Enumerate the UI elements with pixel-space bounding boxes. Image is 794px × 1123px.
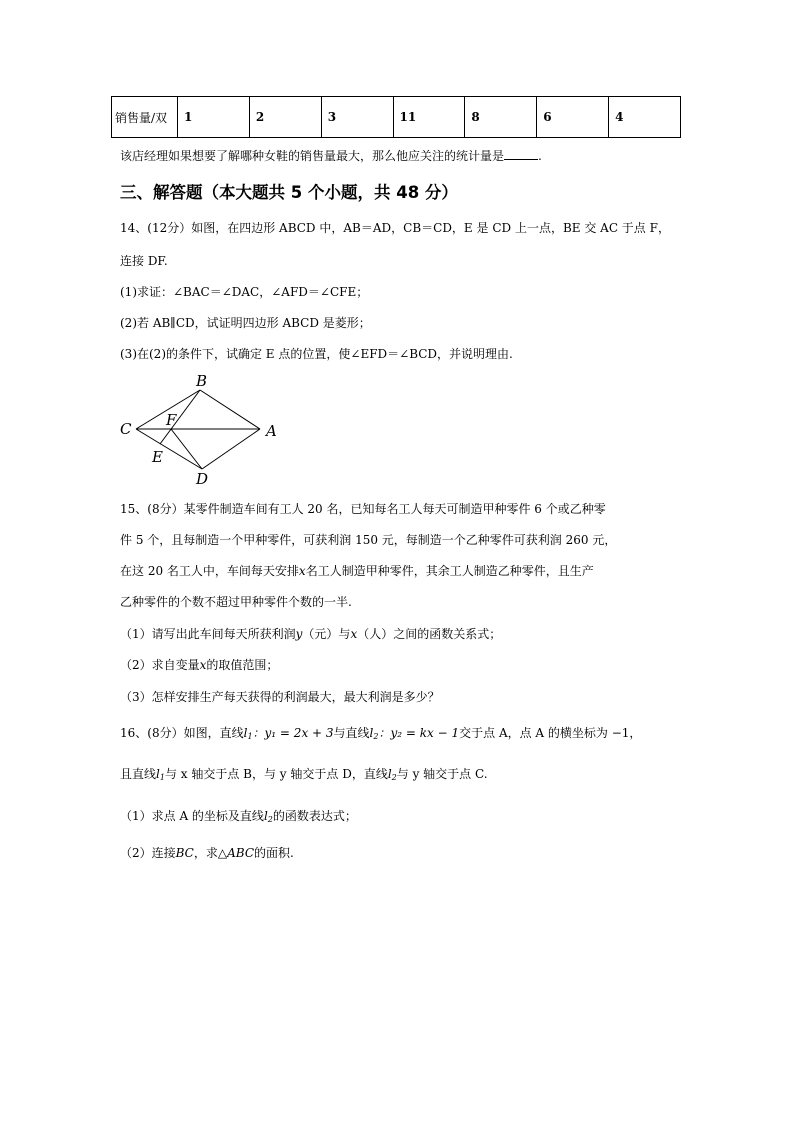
label-a: A (266, 422, 277, 440)
label-b: B (196, 372, 208, 390)
q14-line1: 14、(12分）如图，在四边形 ABCD 中，AB＝AD，CB＝CD，E 是 CD 上一点，BE 交 AC 于点 F， (120, 221, 670, 235)
q16-part2-b: ，求 (193, 846, 218, 860)
q16-line2-b: 与 x 轴交于点 B，与 y 轴交于点 D，直线 (164, 767, 388, 781)
q16-mid: 与直线 (333, 726, 370, 740)
q15-line1: 15、(8分）某零件制造车间有工人 20 名，已知每名工人每天可制造甲种零件 6 个或乙种零 (120, 502, 606, 516)
q15-part1-c: （人）之间的函数关系式； (357, 627, 502, 641)
var-l: l (243, 726, 248, 740)
sales-table (111, 96, 681, 138)
subscript: 2 (391, 773, 397, 782)
subscript: 1 (247, 732, 253, 741)
edge-ad (202, 429, 260, 469)
label-f: F (166, 411, 177, 429)
q15-part1-a: （1）请写出此车间每天所获利润 (120, 627, 296, 641)
q16-part1-b: 的函数表达式； (272, 809, 357, 823)
var-l: l (263, 809, 268, 823)
q15-part2-a: （2）求自变量 (120, 658, 200, 672)
q16-line2 (120, 766, 488, 786)
triangle-abc: △ABC (217, 846, 255, 860)
q16-line1 (120, 725, 641, 745)
q15-line3 (120, 563, 594, 579)
q16-line1-b: 交于点 A，点 A 的横坐标为 −1， (459, 726, 642, 740)
label-e: E (152, 448, 163, 466)
q14-part2: (2)若 AB∥CD，试证明四边形 ABCD 是菱形； (120, 316, 371, 330)
q16-part2-a: （2）连接 (120, 846, 176, 860)
section-title: 三、解答题（本大题共 5 个小题，共 48 分） (120, 183, 458, 202)
q14-line2: 连接 DF. (120, 254, 168, 268)
q15-line4: 乙种零件的个数不超过甲种零件个数的一半. (120, 595, 352, 609)
q15-part2-b: 的取值范围； (206, 658, 279, 672)
var-x: x (350, 627, 358, 641)
var-x: x (199, 658, 207, 672)
table-row (112, 97, 681, 138)
equation-l2: ：y₂ = kx − 1 (378, 726, 460, 740)
label-d: D (196, 470, 209, 488)
q14-part1: (1)求证：∠BAC＝∠DAC，∠AFD＝∠CFE； (120, 285, 369, 299)
q15-line2: 件 5 个，且每制造一个甲种零件，可获利润 150 元，每制造一个乙种零件可获利润 260 元， (120, 533, 617, 547)
q15-part1-b: （元）与 (302, 627, 351, 641)
edge-dc (136, 429, 202, 469)
var-l: l (156, 767, 160, 781)
table-cell: 1 (178, 97, 250, 138)
table-cell: 8 (465, 97, 537, 138)
table-cell: 11 (393, 97, 465, 138)
subscript: 2 (373, 732, 379, 741)
table-cell: 2 (249, 97, 321, 138)
q16-part1-a: （1）求点 A 的坐标及直线 (120, 809, 264, 823)
q16-line1-a: 16、(8分）如图，直线 (120, 726, 244, 740)
subscript: 2 (267, 815, 273, 824)
question13-end: . (538, 149, 542, 163)
q15-part1 (120, 626, 501, 642)
q16-line2-c: 与 y 轴交于点 C. (396, 767, 488, 781)
var-x: x (298, 564, 306, 578)
label-c: C (120, 420, 132, 438)
equation-l1: ：y₁ = 2x + 3 (252, 726, 334, 740)
subscript: 1 (159, 773, 165, 782)
question13-tail (120, 148, 542, 164)
q15-part2 (120, 657, 278, 673)
edge-ba (200, 390, 260, 429)
var-bc: BC (175, 846, 194, 860)
q14-part3: (3)在(2)的条件下，试确定 E 点的位置，使∠EFD＝∠BCD，并说明理由. (120, 347, 513, 361)
question13-text: 该店经理如果想要了解哪种女鞋的销售量最大，那么他应关注的统计量是 (120, 149, 505, 163)
q16-part2 (120, 845, 294, 861)
table-cell: 6 (537, 97, 609, 138)
q16-part2-c: 的面积. (254, 846, 294, 860)
quadrilateral-figure (110, 370, 290, 490)
answer-blank (504, 148, 538, 160)
var-l: l (387, 767, 392, 781)
q15-line3-b: 名工人制造甲种零件，其余工人制造乙种零件，且生产 (305, 564, 594, 578)
segment-fd (171, 429, 202, 469)
table-cell: 4 (609, 97, 681, 138)
q15-line3-a: 在这 20 名工人中，车间每天安排 (120, 564, 299, 578)
table-cell: 3 (321, 97, 393, 138)
var-y: y (295, 627, 303, 641)
q16-line2-a: 且直线 (120, 767, 157, 781)
q15-part3: （3）怎样安排生产每天获得的利润最大，最大利润是多少？ (120, 690, 440, 704)
table-header-cell: 销售量/双 (112, 97, 178, 138)
q16-part1 (120, 808, 357, 828)
var-l: l (369, 726, 374, 740)
